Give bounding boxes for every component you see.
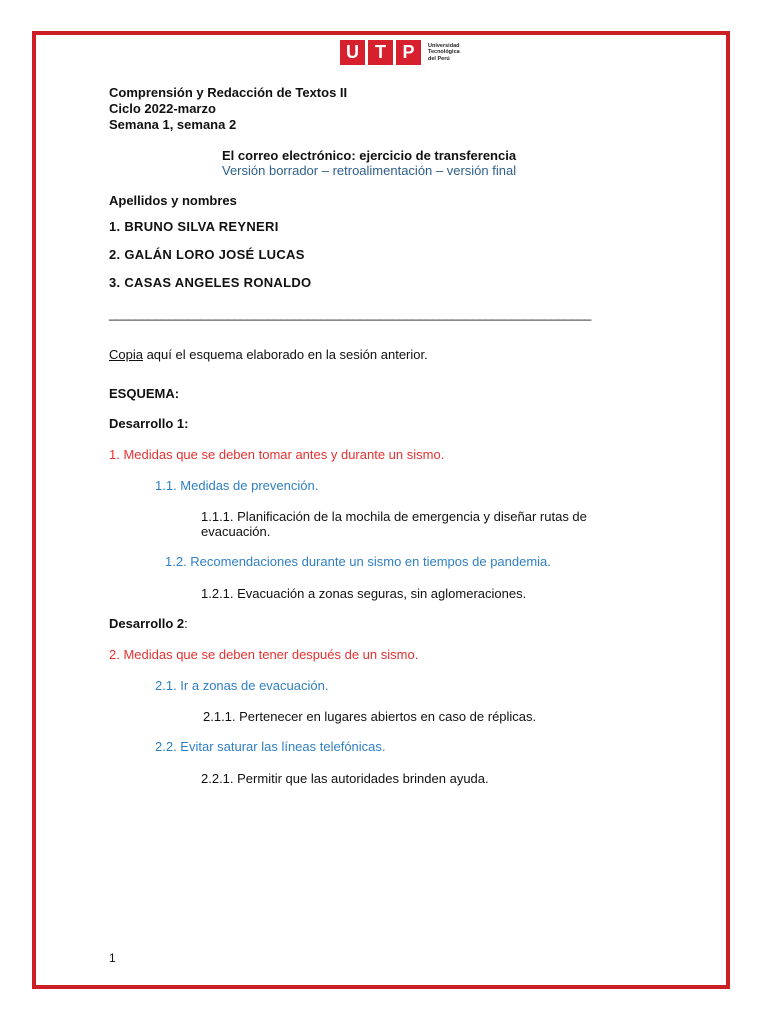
copy-link[interactable]: Copia — [109, 347, 143, 362]
development-1-item-1-1-1: 1.1.1. Planificación de la mochila de emergencia y diseñar rutas de — [201, 509, 587, 524]
development-2-subpoint-2: 2.2. Evitar saturar las líneas telefónicas. — [155, 739, 386, 754]
logo-letter-p: P — [396, 40, 421, 65]
development-2-item-2-2-1: 2.2.1. Permitir que las autoridades brinden ayuda. — [201, 771, 489, 786]
logo-letter-t: T — [368, 40, 393, 65]
development-2-subpoint-1: 2.1. Ir a zonas de evacuación. — [155, 678, 329, 693]
author-name-2: 2. GALÁN LORO JOSÉ LUCAS — [109, 247, 305, 262]
instruction-text — [109, 347, 428, 363]
outline-heading: ESQUEMA: — [109, 386, 180, 401]
development-2-item-2-1-1: 2.1.1. Pertenecer en lugares abiertos en caso de réplicas. — [203, 709, 537, 724]
document-title: El correo electrónico: ejercicio de transferencia — [222, 148, 517, 163]
divider-line: _________________________________________________________________________ — [109, 307, 591, 321]
development-2-label: Desarrollo 2: — [109, 616, 188, 631]
page-number: 1 — [109, 951, 116, 965]
week-text: Semana 1, semana 2 — [109, 117, 237, 132]
development-1-point: 1. Medidas que se deben tomar antes y durante un sismo. — [109, 447, 445, 462]
instruction-rest: aquí el esquema elaborado en la sesión anterior. — [142, 347, 428, 362]
cycle-text: Ciclo 2022-marzo — [109, 101, 216, 116]
development-1-item-1-1-1-cont: evacuación. — [201, 524, 271, 539]
version-subtitle: Versión borrador – retroalimentación – versión final — [222, 163, 517, 178]
development-1-label: Desarrollo 1: — [109, 416, 189, 431]
authors-label: Apellidos y nombres — [109, 193, 237, 208]
development-2-point: 2. Medidas que se deben tener después de un sismo. — [109, 647, 419, 662]
course-title: Comprensión y Redacción de Textos II — [109, 85, 348, 100]
author-name-1: 1. BRUNO SILVA REYNERI — [109, 219, 279, 234]
utp-logo — [340, 40, 460, 65]
logo-university-name: Universidad Tecnológica del Perú — [428, 42, 460, 62]
development-1-subpoint-1: 1.1. Medidas de prevención. — [155, 478, 319, 493]
logo-letter-u: U — [340, 40, 365, 65]
development-1-item-1-2-1: 1.2.1. Evacuación a zonas seguras, sin aglomeraciones. — [201, 586, 527, 601]
development-1-subpoint-2: 1.2. Recomendaciones durante un sismo en tiempos de pandemia. — [165, 554, 551, 569]
author-name-3: 3. CASAS ANGELES RONALDO — [109, 275, 312, 290]
